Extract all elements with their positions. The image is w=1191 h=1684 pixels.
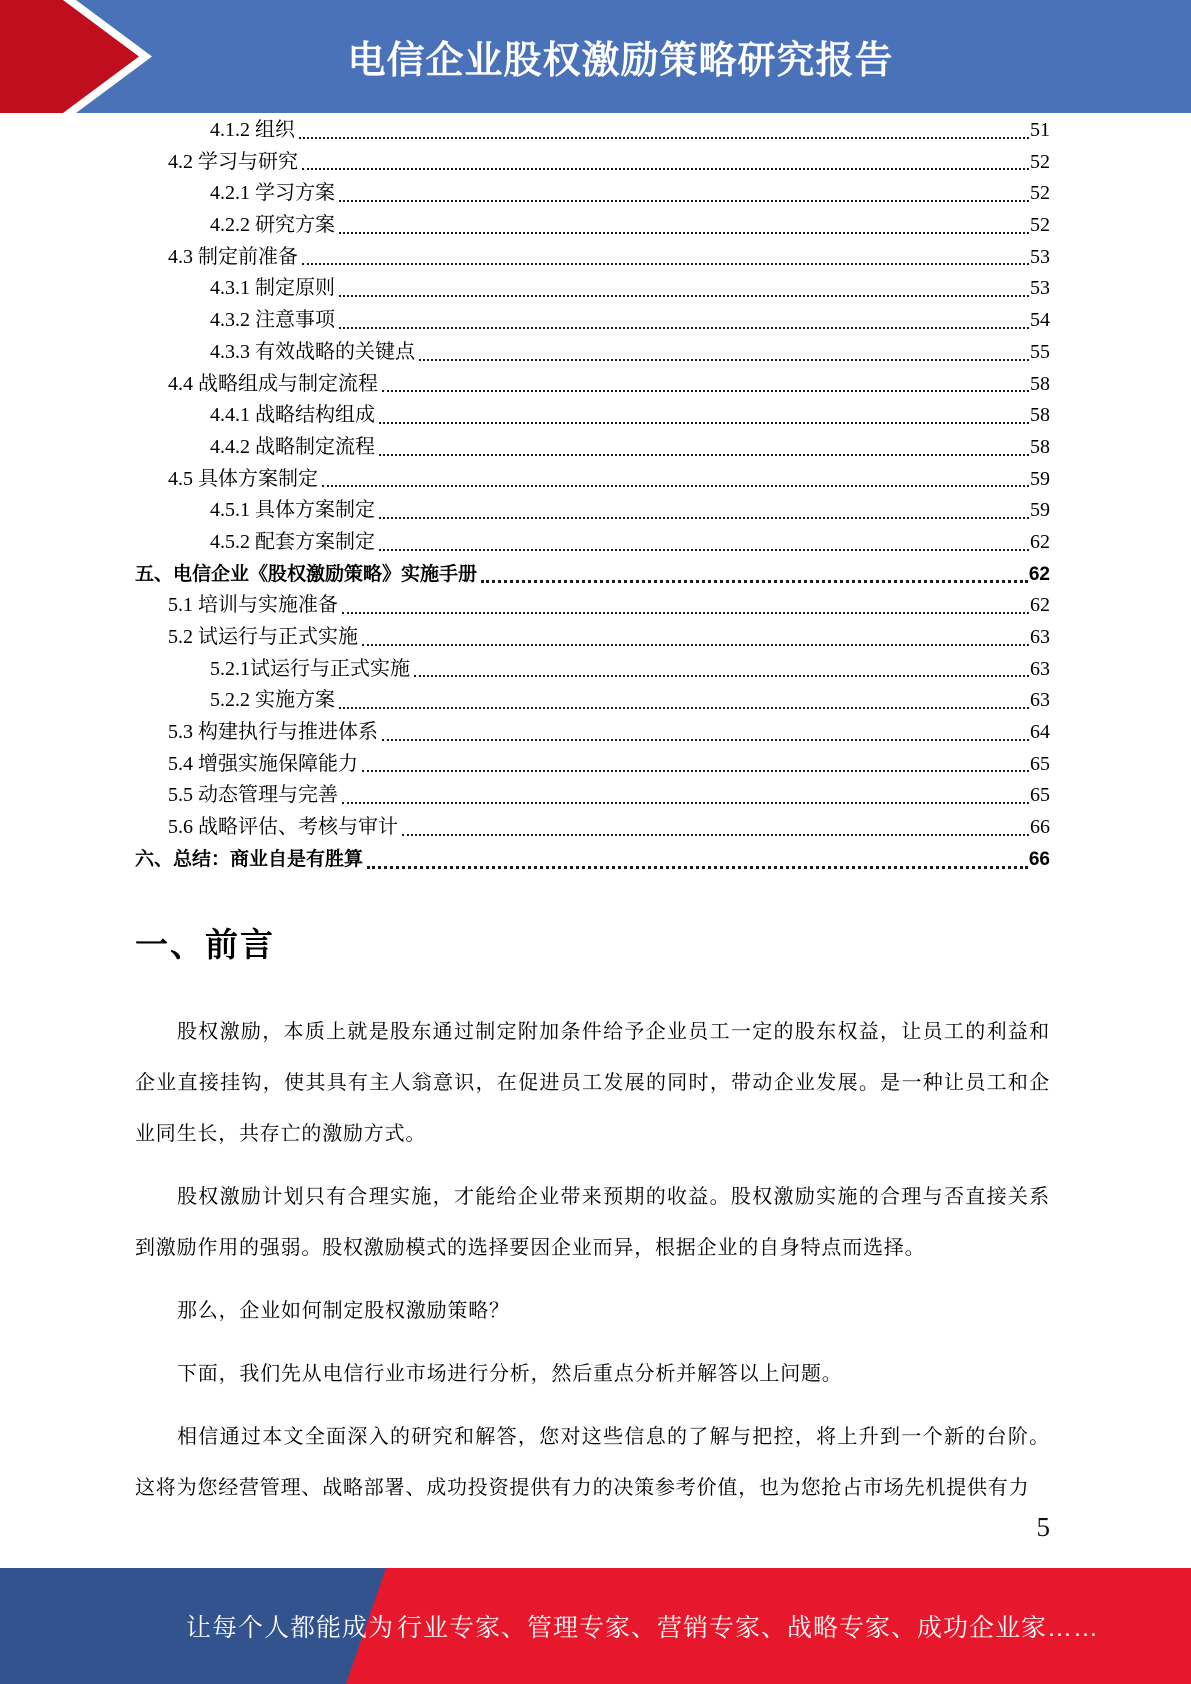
toc-entry-page: 53: [1030, 245, 1050, 268]
toc-entry[interactable]: [135, 432, 1050, 464]
toc-dot-leader: [379, 549, 1029, 551]
toc-entry-page: 54: [1030, 309, 1050, 332]
footer-slogan-left: 让每个人都能成为: [186, 1614, 395, 1642]
toc-dot-leader: [379, 454, 1029, 456]
paragraph: 相信通过本文全面深入的研究和解答，您对这些信息的了解与把控，将上升到一个新的台阶。这将为您经营管理、战略部署、成功投资提供有力的决策参考价值，也为您抢占市场先机提供有力: [135, 1425, 1050, 1499]
toc-entry-label: 5.3 构建执行与推进体系: [168, 721, 378, 744]
toc-entry-label: 4.3.1 制定原则: [210, 277, 335, 300]
toc-dot-leader: [382, 390, 1029, 392]
paragraph: 股权激励，本质上就是股东通过制定附加条件给予企业员工一定的股东权益，让员工的利益和企业直接挂钩，使其具有主人翁意识，在促进员工发展的同时，带动企业发展。是一种让员工和企业同生长，共存亡的激励方式。: [135, 1020, 1050, 1145]
toc-entry[interactable]: [135, 717, 1050, 749]
toc-entry[interactable]: [135, 305, 1050, 337]
footer-banner: [0, 1568, 1191, 1684]
paragraph: 股权激励计划只有合理实施，才能给企业带来预期的收益。股权激励实施的合理与否直接关系到激励作用的强弱。股权激励模式的选择要因企业而异，根据企业的自身特点而选择。: [135, 1185, 1050, 1259]
toc-entry-page: 51: [1030, 119, 1050, 141]
toc-entry[interactable]: [135, 685, 1050, 717]
toc-entry-page: 59: [1030, 499, 1050, 522]
toc-entry[interactable]: [135, 337, 1050, 369]
toc-dot-leader: [419, 359, 1029, 361]
toc-entry-page: 63: [1030, 657, 1050, 680]
paragraph: 那么，企业如何制定股权激励策略？: [177, 1299, 510, 1322]
table-of-contents: [135, 115, 1050, 876]
toc-entry[interactable]: [135, 464, 1050, 496]
toc-dot-leader: [339, 232, 1029, 234]
toc-entry[interactable]: [135, 527, 1050, 559]
toc-entry-label: 5.5 动态管理与完善: [168, 784, 338, 807]
toc-entry[interactable]: [135, 147, 1050, 179]
toc-entry-page: 52: [1030, 150, 1050, 173]
toc-entry-label: 4.2.1 学习方案: [210, 182, 335, 205]
toc-entry-page: 62: [1030, 530, 1050, 553]
toc-entry[interactable]: [135, 559, 1050, 591]
toc-entry-page: 65: [1030, 784, 1050, 807]
toc-entry-label: 4.3.2 注意事项: [210, 309, 335, 332]
toc-entry-label: 五、电信企业《股权激励策略》实施手册: [135, 563, 478, 585]
toc-entry-label: 5.2.2 实施方案: [210, 689, 335, 712]
toc-entry[interactable]: [135, 622, 1050, 654]
toc-dot-leader: [367, 866, 1028, 869]
toc-dot-leader: [402, 834, 1029, 836]
report-header-banner: [0, 0, 1191, 113]
toc-dot-leader: [302, 168, 1029, 170]
toc-entry-page: 65: [1030, 752, 1050, 775]
toc-entry-page: 63: [1030, 626, 1050, 648]
toc-entry-label: 4.5.1 具体方案制定: [210, 499, 375, 522]
section-heading: 一、前言: [135, 925, 275, 963]
toc-entry[interactable]: [135, 812, 1050, 844]
toc-entry-page: 64: [1030, 721, 1050, 744]
toc-entry-label: 5.2.1试运行与正式实施: [210, 657, 410, 680]
toc-entry-page: 52: [1030, 182, 1050, 205]
toc-entry[interactable]: [135, 780, 1050, 812]
toc-entry-label: 4.5 具体方案制定: [168, 467, 318, 490]
toc-dot-leader: [379, 517, 1029, 519]
report-title: 电信企业股权激励策略研究报告: [347, 40, 894, 82]
toc-entry-page: 52: [1030, 214, 1050, 237]
toc-dot-leader: [339, 707, 1029, 709]
toc-entry-page: 66: [1028, 848, 1050, 870]
toc-entry-label: 5.4 增强实施保障能力: [168, 752, 358, 775]
toc-entry-page: 62: [1030, 594, 1050, 617]
toc-entry[interactable]: [135, 749, 1050, 781]
toc-entry[interactable]: [135, 242, 1050, 274]
toc-dot-leader: [362, 770, 1029, 772]
toc-entry-label: 4.3.3 有效战略的关键点: [210, 340, 415, 363]
toc-entry[interactable]: [135, 369, 1050, 401]
toc-entry[interactable]: [135, 654, 1050, 686]
toc-entry-page: 62: [1028, 563, 1050, 585]
page-number: 5: [1036, 1512, 1050, 1542]
toc-entry-label: 5.1 培训与实施准备: [168, 594, 338, 617]
toc-entry-label: 4.4 战略组成与制定流程: [168, 372, 378, 395]
toc-entry-label: 5.6 战略评估、考核与审计: [168, 816, 398, 839]
toc-entry[interactable]: [135, 178, 1050, 210]
toc-dot-leader: [299, 137, 1029, 139]
toc-entry-label: 5.2 试运行与正式实施: [168, 626, 358, 648]
toc-entry-label: 六、总结：商业自是有胜算: [135, 848, 364, 870]
toc-entry-page: 59: [1030, 467, 1050, 490]
toc-dot-leader: [414, 675, 1029, 677]
toc-entry[interactable]: [135, 590, 1050, 622]
toc-entry-label: 4.5.2 配套方案制定: [210, 530, 375, 553]
toc-entry-page: 55: [1030, 340, 1050, 363]
toc-entry-label: 4.1.2 组织: [210, 119, 295, 141]
toc-entry-page: 66: [1030, 816, 1050, 839]
toc-entry-page: 63: [1030, 689, 1050, 712]
toc-entry[interactable]: [135, 400, 1050, 432]
toc-dot-leader: [322, 485, 1029, 487]
toc-dot-leader: [379, 422, 1029, 424]
toc-entry-label: 4.4.2 战略制定流程: [210, 435, 375, 458]
toc-dot-leader: [362, 644, 1029, 646]
toc-dot-leader: [481, 580, 1028, 583]
toc-entry[interactable]: [135, 273, 1050, 305]
toc-entry[interactable]: [135, 844, 1050, 876]
toc-entry-label: 4.2.2 研究方案: [210, 214, 335, 237]
toc-entry[interactable]: [135, 495, 1050, 527]
toc-dot-leader: [302, 263, 1029, 265]
toc-entry-page: 58: [1030, 404, 1050, 427]
toc-dot-leader: [382, 739, 1029, 741]
body-text: [135, 1007, 1050, 1514]
toc-entry-page: 53: [1030, 277, 1050, 300]
toc-entry-label: 4.3 制定前准备: [168, 245, 298, 268]
toc-entry-label: 4.2 学习与研究: [168, 150, 298, 173]
footer-slogan-right: 行业专家、管理专家、营销专家、战略专家、成功企业家……: [397, 1614, 1100, 1642]
toc-dot-leader: [342, 802, 1029, 804]
toc-dot-leader: [342, 612, 1029, 614]
toc-dot-leader: [339, 295, 1029, 297]
toc-dot-leader: [339, 200, 1029, 202]
toc-dot-leader: [339, 327, 1029, 329]
toc-entry-label: 4.4.1 战略结构组成: [210, 404, 375, 427]
toc-entry[interactable]: [135, 115, 1050, 147]
paragraph: 下面，我们先从电信行业市场进行分析，然后重点分析并解答以上问题。: [177, 1362, 843, 1385]
toc-entry[interactable]: [135, 210, 1050, 242]
toc-entry-page: 58: [1030, 435, 1050, 458]
toc-entry-page: 58: [1030, 372, 1050, 395]
